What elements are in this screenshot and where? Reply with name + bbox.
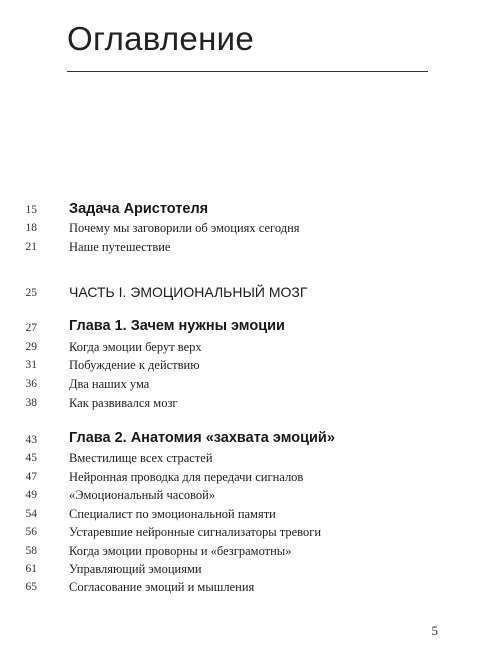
- toc-entry: [0, 580, 479, 600]
- toc-entry: [0, 544, 479, 564]
- page-title: Оглавление: [67, 20, 254, 57]
- toc-entry-title: Нейронная проводка для передачи сигналов: [69, 470, 304, 484]
- toc-entry-title: Наше путешествие: [69, 240, 171, 254]
- toc-entry: [0, 562, 479, 582]
- toc-page-number: 49: [25, 489, 37, 501]
- toc-page-number: 27: [25, 322, 37, 334]
- toc-entry-title: Почему мы заговорили об эмоциях сегодня: [69, 221, 300, 235]
- toc-entry-title: Вместилище всех страстей: [69, 451, 213, 465]
- toc-entry: [0, 201, 479, 221]
- toc-page-number: 38: [25, 397, 37, 409]
- page-number: 5: [431, 623, 438, 638]
- toc-entry-title: Специалист по эмоциональной памяти: [69, 507, 276, 521]
- toc-entry: [0, 221, 479, 241]
- toc-entry-title: Как развивался мозг: [69, 396, 178, 410]
- toc-page-number: 15: [25, 204, 37, 216]
- toc-page-number: 65: [25, 581, 37, 593]
- toc-entry: [0, 377, 479, 397]
- toc-entry: [0, 358, 479, 378]
- toc-page-number: 36: [25, 378, 37, 390]
- toc-chapter-title: Глава 2. Анатомия «захвата эмоций»: [69, 430, 335, 446]
- toc-part-entry: [0, 284, 479, 304]
- toc-entry: [0, 451, 479, 471]
- toc-page-number: 56: [25, 526, 37, 538]
- toc-page-number: 54: [25, 508, 37, 520]
- toc-chapter-entry: [0, 318, 479, 338]
- toc-entry-title: «Эмоциональный часовой»: [69, 488, 216, 502]
- toc-entry-title: Когда эмоции берут верх: [69, 340, 202, 354]
- title-divider: [67, 71, 428, 72]
- toc-entry: [0, 240, 479, 260]
- toc-page-number: 31: [25, 359, 37, 371]
- toc-entry: [0, 525, 479, 545]
- toc-entry-title: Задача Аристотеля: [69, 201, 209, 217]
- toc-entry: [0, 340, 479, 360]
- toc-page-number: 58: [25, 545, 37, 557]
- toc-chapter-entry: [0, 430, 479, 450]
- toc-page-number: 45: [25, 452, 37, 464]
- toc-entry-title: Когда эмоции проворны и «безграмотны»: [69, 544, 292, 558]
- toc-entry-title: Два наших ума: [69, 377, 150, 391]
- toc-entry-title: Согласование эмоций и мышления: [69, 580, 255, 594]
- toc-entry: [0, 470, 479, 490]
- toc-page-number: 47: [25, 471, 37, 483]
- toc-entry: [0, 488, 479, 508]
- toc-entry-title: Устаревшие нейронные сигнализаторы тревоги: [69, 525, 322, 539]
- toc-page-number: 25: [25, 287, 37, 299]
- toc-entry: [0, 396, 479, 416]
- toc-part-title: ЧАСТЬ I. ЭМОЦИОНАЛЬНЫЙ МОЗГ: [69, 284, 308, 300]
- toc-page-number: 43: [25, 434, 37, 446]
- toc-entry: [0, 507, 479, 527]
- toc-chapter-title: Глава 1. Зачем нужны эмоции: [69, 318, 285, 334]
- toc-entry-title: Управляющий эмоциями: [69, 562, 202, 576]
- toc-page-number: 18: [25, 222, 37, 234]
- toc-page-number: 29: [25, 341, 37, 353]
- toc-page-number: 21: [25, 241, 37, 253]
- toc-page-number: 61: [25, 563, 37, 575]
- toc-entry-title: Побуждение к действию: [69, 358, 200, 372]
